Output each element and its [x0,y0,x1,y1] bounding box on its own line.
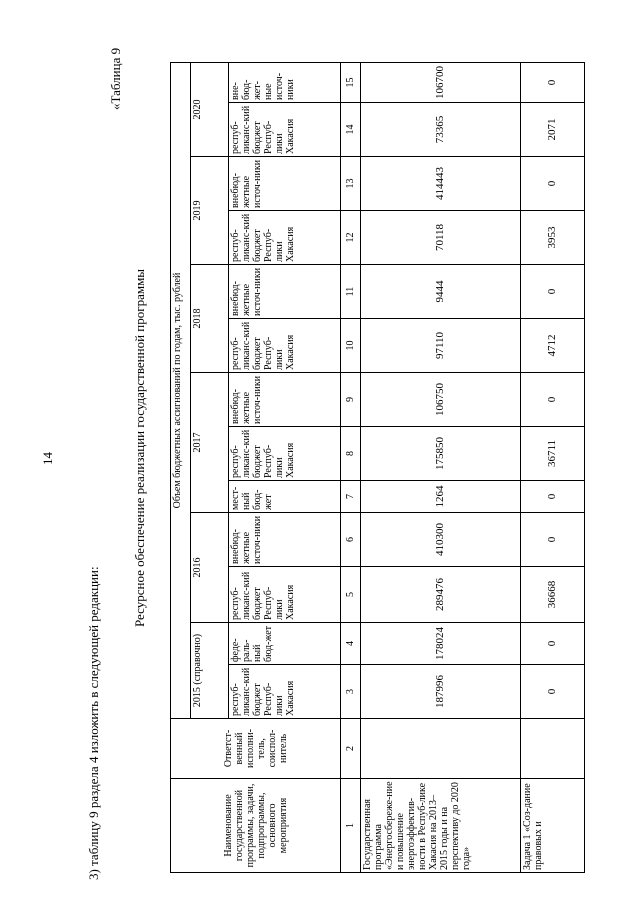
cell-value: 289476 [361,567,521,623]
header-year-2018: 2018 [191,265,229,373]
header-executor: Ответст-венный исполни-тель, соиспол-нитель [171,719,341,779]
cell-value: 36711 [521,427,585,481]
resource-table [170,62,585,873]
column-number: 8 [341,427,361,481]
table-label: «Таблица 9 [108,47,123,110]
column-number: 6 [341,513,361,567]
cell-value: 9444 [361,265,521,319]
cell-value: 0 [521,63,585,103]
cell-value: 187996 [361,665,521,719]
cell-value: 175850 [361,427,521,481]
header-name: Наименование государственной программы, задачи, подпрограммы, основного мероприятия [171,779,341,873]
column-number: 12 [341,211,361,265]
header-year-2017: 2017 [191,373,229,513]
header-year-2019: 2019 [191,157,229,265]
column-number: 1 [341,779,361,873]
cell-value: 410300 [361,513,521,567]
source-header: респуб-ликанс-кий бюджет Респуб-лики Хакасия [229,103,341,157]
source-header: внебюд-жетные источ-ники [229,157,341,211]
column-number: 13 [341,157,361,211]
source-header: респуб-ликанс-кий бюджет Респуб-лики Хакасия [229,211,341,265]
column-number: 15 [341,63,361,103]
cell-value: 0 [521,373,585,427]
column-number: 11 [341,265,361,319]
cell-value: 70118 [361,211,521,265]
cell-value: 414443 [361,157,521,211]
row-executor [361,719,521,779]
cell-value: 106750 [361,373,521,427]
source-header: мест-ный бюд-жет [229,481,341,513]
table-row [521,63,585,873]
cell-value: 0 [521,265,585,319]
source-header: респуб-ликанс-кий бюджет Респуб-лики Хакасия [229,319,341,373]
row-executor [521,719,585,779]
column-number: 3 [341,665,361,719]
column-number: 7 [341,481,361,513]
row-name: Государственная программа «Энергосбереже-ние и повышение энергоэффектив-ности в Респуб-лике Хакасия на 2013–2015 годы и на перспективу до 2020 года» [361,779,521,873]
cell-value: 4712 [521,319,585,373]
cell-value: 73365 [361,103,521,157]
column-number: 14 [341,103,361,157]
column-number: 5 [341,567,361,623]
cell-value: 178024 [361,623,521,665]
column-number: 9 [341,373,361,427]
column-number: 10 [341,319,361,373]
cell-value: 0 [521,665,585,719]
cell-value: 106700 [361,63,521,103]
table-row [361,63,521,873]
source-header: феде-раль-ный бюд-жет [229,623,341,665]
cell-value: 0 [521,623,585,665]
source-header: внебюд-жетные источ-ники [229,513,341,567]
cell-value: 0 [521,481,585,513]
header-volume: Объем бюджетных ассигнований по годам, тыс. рублей [171,63,191,719]
header-year-2015: 2015 (справочно) [191,623,229,719]
cell-value: 3953 [521,211,585,265]
cell-value: 0 [521,157,585,211]
cell-value: 97110 [361,319,521,373]
source-header: внебюд-жетные источ-ники [229,265,341,319]
table-title: Ресурсное обеспечение реализации государственной программы [132,268,147,627]
source-header: респуб-ликанс-кий бюджет Респуб-лики Хакасия [229,567,341,623]
column-number: 4 [341,623,361,665]
source-header: респуб-ликанс-кий бюджет Респуб-лики Хакасия [229,665,341,719]
cell-value: 36668 [521,567,585,623]
source-header: вне-бюд-жет-ные источ-ники [229,63,341,103]
cell-value: 0 [521,513,585,567]
header-year-2016: 2016 [191,513,229,623]
column-number: 2 [341,719,361,779]
cell-value: 1264 [361,481,521,513]
source-header: респуб-ликанс-кий бюджет Респуб-лики Хакасия [229,427,341,481]
cell-value: 2071 [521,103,585,157]
source-header: внебюд-жетные источ-ники [229,373,341,427]
row-name: Задача 1 «Соз-дание правовых и [521,779,585,873]
intro-text: 3) таблицу 9 раздела 4 изложить в следующей редакции: [86,566,101,880]
header-year-2020: 2020 [191,63,229,157]
page-number: 14 [40,452,55,465]
